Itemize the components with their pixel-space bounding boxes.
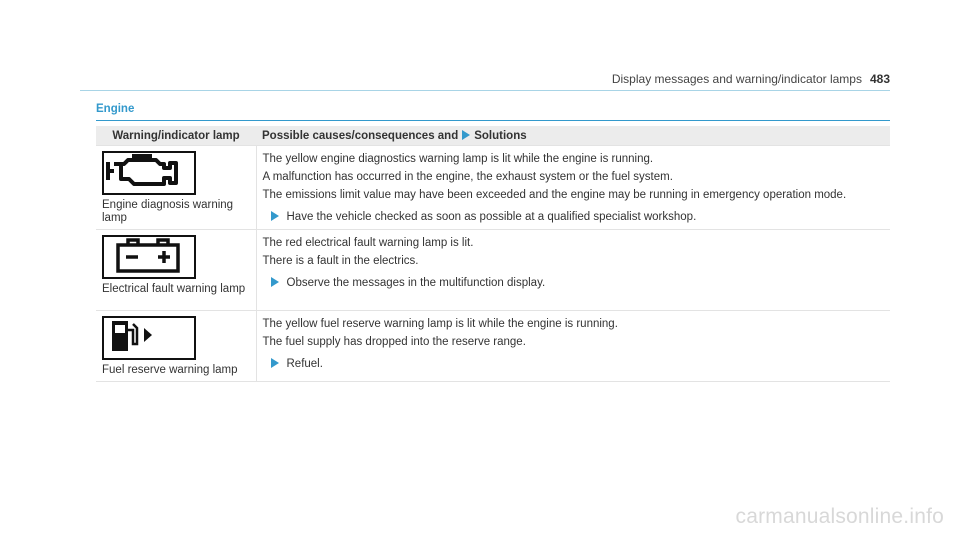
page-number: 483 [869, 72, 890, 86]
cause-text: The yellow engine diagnostics warning lamp is lit while the engine is running. [262, 153, 654, 165]
solution-item [263, 275, 885, 291]
fuel-pump-icon [102, 316, 196, 360]
arrow-right-icon [271, 211, 279, 221]
cause-text: The yellow fuel reserve warning lamp is lit while the engine is running. [262, 318, 618, 330]
cause-text: There is a fault in the electrics. [262, 255, 419, 267]
solution-item [263, 209, 885, 225]
cause-text: The emissions limit value may have been exceeded and the engine may be running in emergency operation mode. [262, 189, 847, 201]
table-header-row [96, 126, 890, 146]
running-header [612, 72, 890, 86]
arrow-right-icon [462, 130, 470, 140]
solution-item [263, 356, 885, 372]
lamp-cell [96, 230, 256, 311]
table-row [96, 311, 890, 382]
section-rule [96, 120, 890, 121]
cause-text: The red electrical fault warning lamp is lit. [262, 237, 474, 249]
causes-cell [256, 230, 890, 311]
table-row [96, 230, 890, 311]
lamp-label: Electrical fault warning lamp [102, 283, 246, 295]
battery-icon [102, 235, 196, 279]
col-header-causes-suffix: Solutions [474, 129, 527, 142]
solution-text: Have the vehicle checked as soon as possible at a qualified specialist workshop. [286, 211, 697, 223]
arrow-right-icon [271, 277, 279, 287]
watermark: carmanualsonline.info [735, 505, 944, 528]
warning-lamp-table [96, 126, 890, 382]
col-header-lamp: Warning/indicator lamp [96, 126, 256, 146]
header-rule [80, 90, 890, 91]
lamp-label: Engine diagnosis warning lamp [102, 199, 234, 224]
engine-diagnosis-icon [102, 151, 196, 195]
lamp-label: Fuel reserve warning lamp [102, 364, 238, 376]
table-row [96, 146, 890, 230]
arrow-right-icon [271, 358, 279, 368]
running-header-text: Display messages and warning/indicator lamps [611, 72, 862, 86]
col-header-causes-prefix: Possible causes/consequences and [262, 129, 459, 142]
lamp-cell [96, 146, 256, 230]
section-title: Engine [96, 103, 135, 115]
solution-text: Refuel. [286, 358, 323, 370]
cause-text: The fuel supply has dropped into the reserve range. [262, 336, 526, 348]
causes-cell [256, 311, 890, 382]
col-header-causes [256, 126, 890, 146]
solution-text: Observe the messages in the multifunction display. [286, 277, 546, 289]
cause-text: A malfunction has occurred in the engine, the exhaust system or the fuel system. [262, 171, 673, 183]
causes-cell [256, 146, 890, 230]
lamp-cell [96, 311, 256, 382]
